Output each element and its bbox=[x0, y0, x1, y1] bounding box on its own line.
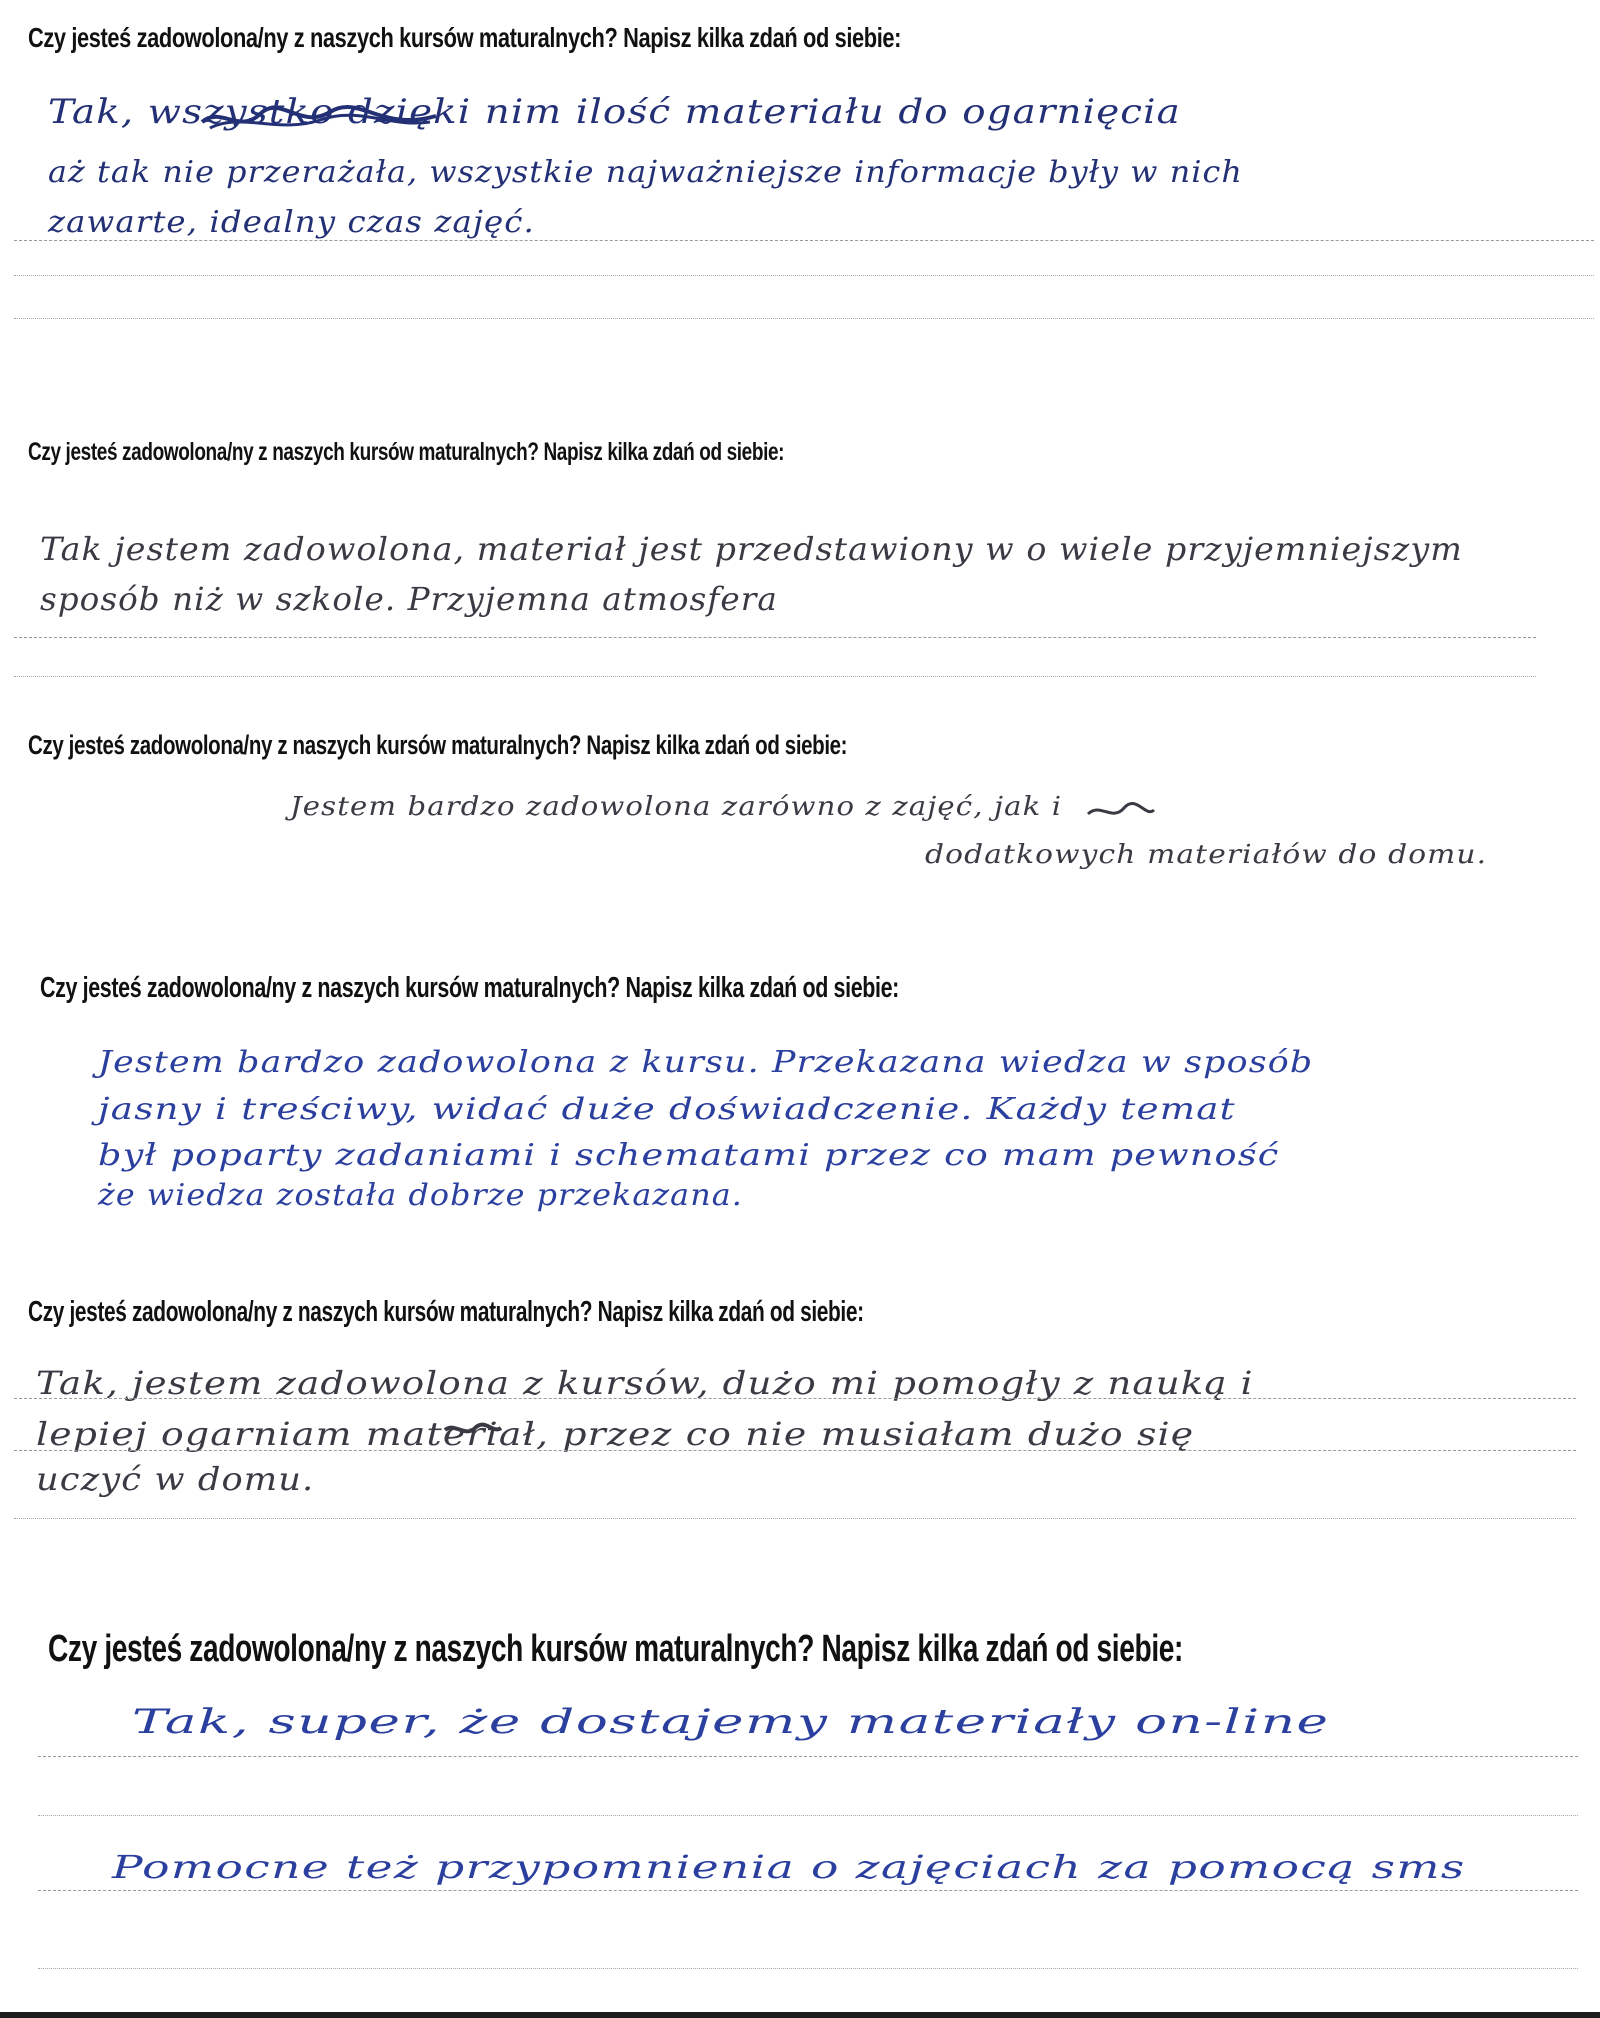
crossed-out-word bbox=[443, 1420, 503, 1440]
crossed-out-word bbox=[1086, 800, 1156, 824]
handwritten-line: sposób niż w szkole. Przyjemna atmosfera bbox=[40, 580, 778, 618]
handwritten-line: uczyć w domu. bbox=[36, 1460, 315, 1498]
handwritten-line: dodatkowych materiałów do domu. bbox=[925, 840, 1488, 870]
handwritten-line: był poparty zadaniami i schematami przez co mam pewność bbox=[98, 1138, 1280, 1173]
question-heading: Czy jesteś zadowolona/ny z naszych kursów maturalnych? Napisz kilka zdań od siebie: bbox=[40, 972, 899, 1004]
question-heading: Czy jesteś zadowolona/ny z naszych kursów maturalnych? Napisz kilka zdań od siebie: bbox=[48, 1628, 1184, 1670]
handwritten-line: że wiedza została dobrze przekazana. bbox=[98, 1178, 743, 1213]
ruled-line bbox=[38, 1890, 1578, 1891]
handwritten-line: Tak, jestem zadowolona z kursów, dużo mi pomogły z nauką i bbox=[36, 1364, 1254, 1402]
handwritten-line: Jestem bardzo zadowolona zarówno z zajęć, jak i bbox=[290, 792, 1063, 822]
question-heading: Czy jesteś zadowolona/ny z naszych kursów maturalnych? Napisz kilka zdań od siebie: bbox=[28, 22, 902, 53]
ruled-line bbox=[14, 637, 1536, 638]
page-bottom-border bbox=[0, 2012, 1600, 2018]
question-heading: Czy jesteś zadowolona/ny z naszych kursów maturalnych? Napisz kilka zdań od siebie: bbox=[28, 1296, 864, 1328]
ruled-line bbox=[14, 1398, 1576, 1399]
handwritten-line: Jestem bardzo zadowolona z kursu. Przekazana wiedza w sposób bbox=[98, 1045, 1314, 1080]
handwritten-line: Tak jestem zadowolona, materiał jest przedstawiony w o wiele przyjemniejszym bbox=[40, 530, 1463, 568]
ruled-line bbox=[14, 1450, 1576, 1451]
ruled-line bbox=[14, 240, 1594, 241]
handwritten-line: Pomocne też przypomnienia o zajęciach za pomocą sms bbox=[112, 1848, 1466, 1886]
handwritten-line: lepiej ogarniam materiał, przez co nie musiałam dużo się bbox=[36, 1415, 1195, 1453]
ruled-line bbox=[14, 318, 1594, 319]
question-heading: Czy jesteś zadowolona/ny z naszych kursów maturalnych? Napisz kilka zdań od siebie: bbox=[28, 730, 848, 760]
handwritten-line: jasny i treściwy, widać duże doświadczenie. Każdy temat bbox=[98, 1092, 1236, 1127]
ruled-line bbox=[14, 676, 1536, 677]
handwritten-line: zawarte, idealny czas zajęć. bbox=[48, 205, 535, 240]
ruled-line bbox=[14, 275, 1594, 276]
handwritten-line: Tak, wszystko dzięki nim ilość materiału do ogarnięcia bbox=[48, 92, 1181, 132]
question-heading: Czy jesteś zadowolona/ny z naszych kursów maturalnych? Napisz kilka zdań od siebie: bbox=[28, 438, 785, 466]
ruled-line bbox=[38, 1756, 1578, 1757]
ruled-line bbox=[38, 1815, 1578, 1816]
ruled-line bbox=[14, 1518, 1576, 1519]
handwritten-line: aż tak nie przerażała, wszystkie najważniejsze informacje były w nich bbox=[48, 155, 1243, 190]
ruled-line bbox=[38, 1968, 1578, 1969]
handwritten-line: Tak, super, że dostajemy materiały on-line bbox=[132, 1702, 1330, 1742]
crossed-out-word bbox=[200, 100, 440, 140]
